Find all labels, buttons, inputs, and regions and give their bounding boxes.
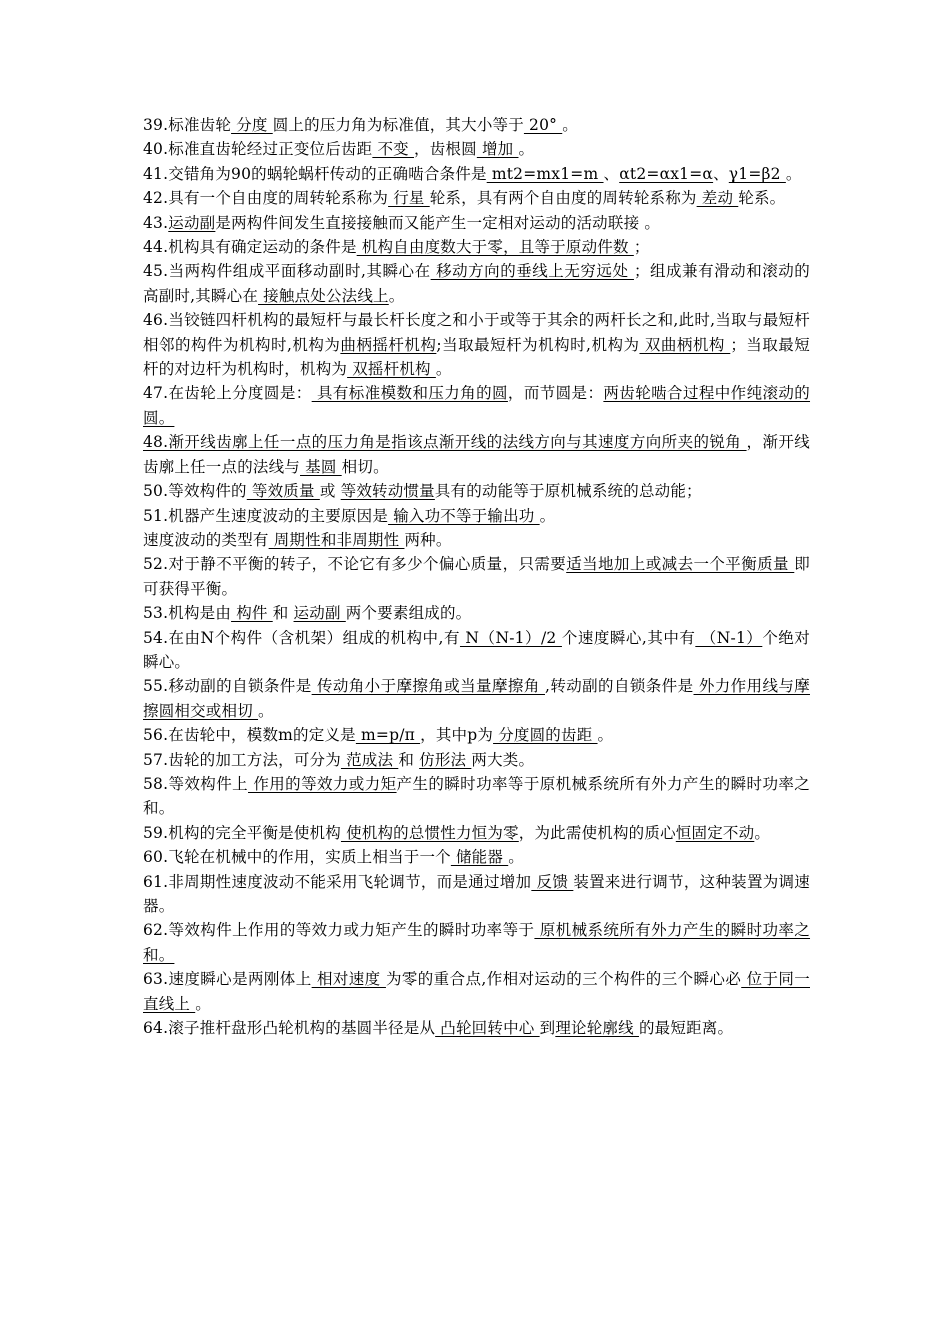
question-text: 57.齿轮的加工方法，可分为 — [143, 750, 341, 769]
question-text: 52.对于静不平衡的转子，不论它有多少个偏心质量，只需要 — [143, 555, 567, 574]
question-text: 、 — [713, 164, 729, 183]
question-item — [143, 308, 810, 381]
answer-blank: γ1=β2 — [728, 164, 786, 183]
question-text: ； — [633, 238, 650, 257]
answer-blank: 增加 — [476, 140, 519, 159]
question-text: 59.机构的完全平衡是使机构 — [143, 823, 341, 842]
question-item — [143, 430, 810, 479]
answer-blank: 输入功不等于输出功 — [388, 506, 540, 525]
question-text: 个绝对瞬心。 — [143, 628, 811, 671]
question-text: 到 — [539, 1019, 556, 1038]
question-item — [143, 967, 810, 1016]
question-text: 39.标准齿轮 — [143, 116, 232, 134]
question-text: 两大类。 — [471, 750, 535, 769]
question-text: 45.当两构件组成平面移动副时,其瞬心在 — [143, 262, 431, 281]
answer-blank: 机构自由度数大于零，且等于原动件数 — [356, 238, 634, 257]
question-text: 46.当铰链四杆机构的最短杆与最长杆长度之和小于或等于其余的两杆长之和,此时,当取与最短杆相邻的构件为机构时,机构为 — [143, 311, 810, 354]
question-item — [143, 186, 810, 210]
question-text: 44.机构具有确定运动的条件是 — [143, 238, 357, 257]
question-text: 个速度瞬心,其中有 — [561, 628, 696, 647]
question-item — [143, 162, 810, 186]
question-text: 轮系，具有两个自由度的周转轮系称为 — [429, 189, 697, 208]
question-text: ，而节圆是： — [507, 384, 604, 403]
question-text: ，为此需使机构的质心 — [518, 823, 676, 842]
answer-blank: 周期性和非周期性 — [268, 530, 405, 549]
question-item — [143, 211, 810, 235]
question-item — [143, 821, 810, 845]
question-item — [143, 845, 810, 869]
question-text: 和 — [272, 604, 294, 623]
answer-blank: 48.渐开线齿廓上任一点的压力角是指该点渐开线的法线方向与其速度方向所夹的锐角 — [143, 433, 747, 452]
question-text: 相切。 — [341, 457, 389, 476]
question-text: 速度波动的类型有 — [143, 530, 269, 549]
question-text: 。 — [258, 701, 274, 720]
question-text: 55.移动副的自锁条件是 — [143, 677, 312, 696]
question-item — [143, 381, 810, 430]
answer-blank: 具有标准模数和压力角的圆 — [311, 384, 508, 403]
question-item — [143, 918, 810, 967]
question-item — [143, 626, 810, 675]
question-text: 圆上的压力角为标准值，其大小等于 — [272, 116, 524, 134]
answer-blank: 双曲柄机构 — [639, 335, 731, 354]
answer-blank: 原机械系统所有外力产生的瞬时功率之和。 — [143, 921, 811, 964]
question-item — [143, 113, 810, 137]
answer-blank: 运动副 — [168, 213, 216, 232]
question-item — [143, 259, 810, 308]
question-text: 64.滚子推杆盘形凸轮机构的基圆半径是从 — [143, 1019, 436, 1038]
answer-blank: 凸轮回转中心 — [435, 1019, 540, 1038]
answer-blank: 两齿轮啮合过程中作纯滚动的圆。 — [143, 384, 811, 427]
answer-blank: 范成法 — [340, 750, 399, 769]
answer-blank: 分度圆的齿距 — [493, 726, 598, 745]
answer-blank: m=p/π — [355, 726, 421, 745]
question-text: 两个要素组成的。 — [345, 604, 472, 623]
question-item — [143, 870, 810, 919]
answer-blank: 运动副 — [293, 604, 346, 623]
answer-blank: 使机构的总惯性力恒为零 — [340, 823, 519, 842]
answer-blank: 作用的等效力或力矩 — [248, 774, 397, 793]
answer-blank: 相对速度 — [311, 970, 386, 989]
question-text: 轮系。 — [738, 189, 786, 208]
question-text: 。 — [597, 726, 614, 745]
answer-blank: 行星 — [388, 189, 430, 208]
question-text: ，渐开线齿廓上任一点的法线与 — [143, 433, 810, 476]
question-text: 即可获得平衡。 — [143, 555, 810, 598]
question-text: 。 — [518, 140, 535, 159]
answer-blank: 仿形法 — [419, 750, 472, 769]
question-item — [143, 552, 810, 601]
question-text: ，齿根圆 — [414, 140, 477, 159]
answer-blank: 等效质量 — [246, 482, 320, 501]
question-text: ;当取最短杆为机构时,机构为 — [436, 335, 640, 354]
question-item — [143, 479, 810, 503]
question-text: 41.交错角为90的蜗轮蜗杆传动的正确啮合条件是 — [143, 164, 487, 183]
question-text: 。 — [435, 360, 452, 379]
answer-blank: 传动角小于摩擦角或当量摩擦角 — [311, 677, 545, 696]
question-text: 53.机构是由 — [143, 604, 232, 623]
answer-blank: （N-1） — [695, 628, 763, 647]
answer-blank: 储能器 — [450, 848, 509, 867]
answer-blank: 适当地加上或减去一个平衡质量 — [566, 555, 795, 574]
question-text: 。 — [562, 116, 578, 134]
question-text: 。 — [754, 823, 771, 842]
answer-blank: 分度 — [231, 116, 273, 134]
question-text: 50.等效构件的 — [143, 482, 247, 501]
answer-blank: 双摇杆机构 — [347, 360, 436, 379]
question-item — [143, 137, 810, 161]
question-text: ；组成兼有滑动和滚动的高副时,其瞬心在 — [143, 262, 810, 305]
answer-blank: 不变 — [372, 140, 415, 159]
question-text: 和 — [398, 750, 420, 769]
question-item — [143, 723, 810, 747]
answer-blank: 位于同一直线上 — [143, 970, 810, 1013]
answer-blank: 反馈 — [531, 872, 574, 891]
question-text: ；当取最短杆的对边杆为机构时，机构为 — [143, 335, 810, 379]
answer-blank: αt2=αx1=α — [619, 164, 714, 183]
question-text: 62.等效构件上作用的等效力或力矩产生的瞬时功率等于 — [143, 921, 535, 940]
question-item — [143, 235, 810, 259]
question-item — [143, 504, 810, 528]
question-text: 。 — [539, 506, 556, 525]
question-text: 61.非周期性速度波动不能采用飞轮调节，而是通过增加 — [143, 872, 532, 891]
question-list — [143, 113, 810, 1040]
question-item — [143, 674, 810, 723]
question-text: 具有的动能等于原机械系统的总动能； — [434, 482, 702, 501]
answer-blank: N（N-1）/2 — [459, 628, 562, 647]
question-text: 56.在齿轮中，模数m的定义是 — [143, 726, 356, 745]
answer-blank: 构件 — [231, 604, 273, 623]
question-text: 60.飞轮在机械中的作用，实质上相当于一个 — [143, 848, 451, 867]
question-text: 的最短距离。 — [638, 1019, 734, 1038]
question-text: 装置来进行调节，这种装置为调速器。 — [143, 872, 811, 915]
question-text: 为零的重合点,作相对运动的三个构件的三个瞬心必 — [385, 970, 742, 989]
question-text: 。 — [195, 994, 211, 1013]
question-text: 是两构件间发生直接接触而又能产生一定相对运动的活动联接 。 — [215, 213, 661, 232]
question-text: 或 — [319, 482, 341, 501]
question-text: 58.等效构件上 — [143, 774, 249, 793]
answer-blank: 移动方向的垂线上无穷远处 — [430, 262, 634, 281]
answer-blank: 20° — [523, 116, 563, 134]
question-text: 。 — [785, 164, 802, 183]
question-text: ，其中p为 — [420, 726, 494, 745]
question-text: 47.在齿轮上分度圆是： — [143, 384, 312, 403]
answer-blank: mt2=mx1=m — [486, 164, 604, 183]
answer-blank: 差动 — [696, 189, 739, 208]
question-text: 63.速度瞬心是两刚体上 — [143, 970, 312, 989]
answer-blank: 理论轮廓线 — [555, 1019, 639, 1038]
question-text: 40.标准直齿轮经过正变位后齿距 — [143, 140, 373, 159]
question-item — [143, 528, 810, 552]
question-text: 54.在由N个构件（含机架）组成的机构中,有 — [143, 628, 460, 647]
question-item — [143, 601, 810, 625]
question-text: 51.机器产生速度波动的主要原因是 — [143, 506, 389, 525]
question-text: 。 — [508, 848, 524, 867]
question-text: 、 — [603, 164, 620, 183]
answer-blank: 外力作用线与摩擦圆相交或相切 — [143, 677, 810, 720]
question-text: 两种。 — [404, 530, 452, 549]
question-item — [143, 1016, 810, 1040]
question-item — [143, 748, 810, 772]
answer-blank: 接触点处公法线上 — [258, 286, 389, 305]
answer-blank: 基圆 — [300, 457, 342, 476]
question-text: ,转动副的自锁条件是 — [545, 677, 694, 696]
question-text: 42.具有一个自由度的周转轮系称为 — [143, 189, 389, 208]
answer-blank: 恒固定不动 — [675, 823, 755, 842]
answer-blank: 曲柄摇杆机构 — [340, 335, 437, 354]
question-text: 43. — [143, 213, 169, 232]
question-text: 产生的瞬时功率等于原机械系统所有外力产生的瞬时功率之和。 — [143, 774, 810, 818]
answer-blank: 等效转动惯量 — [340, 482, 435, 501]
question-item — [143, 772, 810, 821]
question-text: 。 — [388, 286, 405, 305]
